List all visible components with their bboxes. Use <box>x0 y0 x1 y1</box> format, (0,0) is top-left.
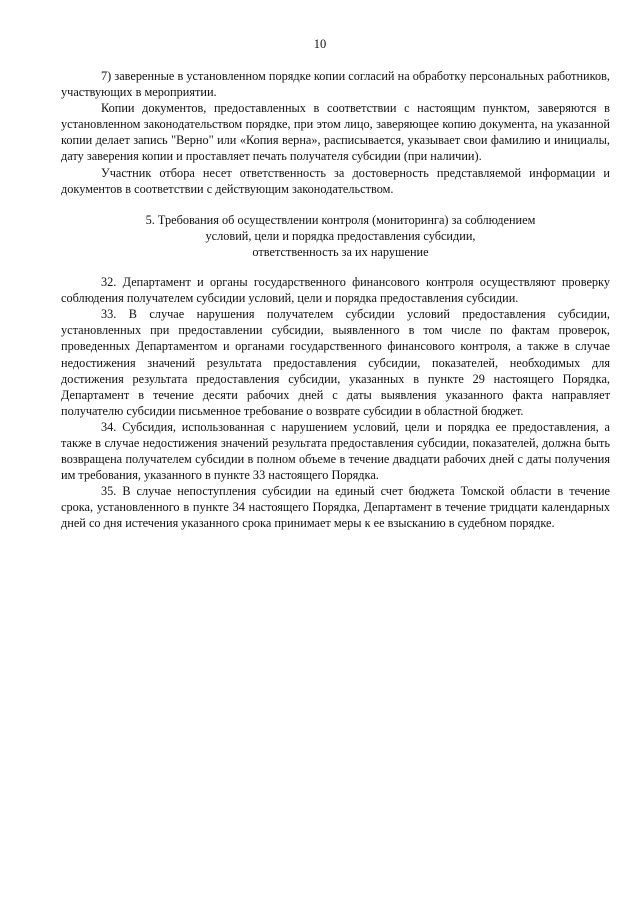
paragraph-33: 33. В случае нарушения получателем субсидии условий предоставления субсидии, установленных при предоставлении субсидии, выявленного в том числе по фактам проверок, проведенных Департаментом и органами государственного финансового контроля, а также в случае недостижения значений результата предоставления субсидии, показателей, необходимых для достижения результата предоставления субсидии, указанных в пункте 29 настоящего Порядка, Департамент в течение десяти рабочих дней с даты выявления указанного факта направляет получателю субсидии письменное требование о возврате субсидии в областной бюджет. <box>61 307 610 418</box>
paragraph-35: 35. В случае непоступления субсидии на единый счет бюджета Томской области в течение срока, установленного в пункте 34 настоящего Порядка, Департамент в течение тридцати календарных дней со дня истечения указанного срока принимает меры к ее взысканию в судебном порядке. <box>61 484 610 531</box>
paragraph-32: 32. Департамент и органы государственного финансового контроля осуществляют проверку соблюдения получателем субсидии условий, цели и порядка предоставления субсидии. <box>61 275 610 306</box>
section-heading <box>61 212 610 260</box>
paragraph-item-7: 7) заверенные в установленном порядке копии согласий на обработку персональных работников, участвующих в мероприятии. <box>61 69 610 100</box>
document-body <box>61 68 610 532</box>
paragraph-34: 34. Субсидия, использованная с нарушением условий, цели и порядка ее предоставления, а также в случае недостижения значений результата предоставления субсидии, показателей, должна быть возвращена получателем субсидии в полном объеме в течение двадцати рабочих дней с даты получения им требования, указанного в пункте 33 настоящего Порядка. <box>61 419 610 483</box>
section-heading-line-1: 5. Требования об осуществлении контроля (мониторинга) за соблюдением <box>145 212 536 227</box>
page-number: 10 <box>313 37 327 51</box>
paragraph-copies-certification: Копии документов, предоставленных в соответствии с настоящим пунктом, заверяются в установленном законодательством порядке, при этом лицо, заверяющее копию документа, на указанной копии делает запись "Верно" или «Копия верна», расписывается, указывает свои фамилию и инициалы, дату заверения копии и проставляет печать получателя субсидии (при наличии). <box>61 101 610 164</box>
section-heading-line-3: ответственность за их нарушение <box>252 244 429 259</box>
paragraph-participant-responsibility: Участник отбора несет ответственность за достоверность представляемой информации и документов в соответствии с действующим законодательством. <box>61 165 610 196</box>
section-heading-line-2: условий, цели и порядка предоставления субсидии, <box>205 228 476 243</box>
